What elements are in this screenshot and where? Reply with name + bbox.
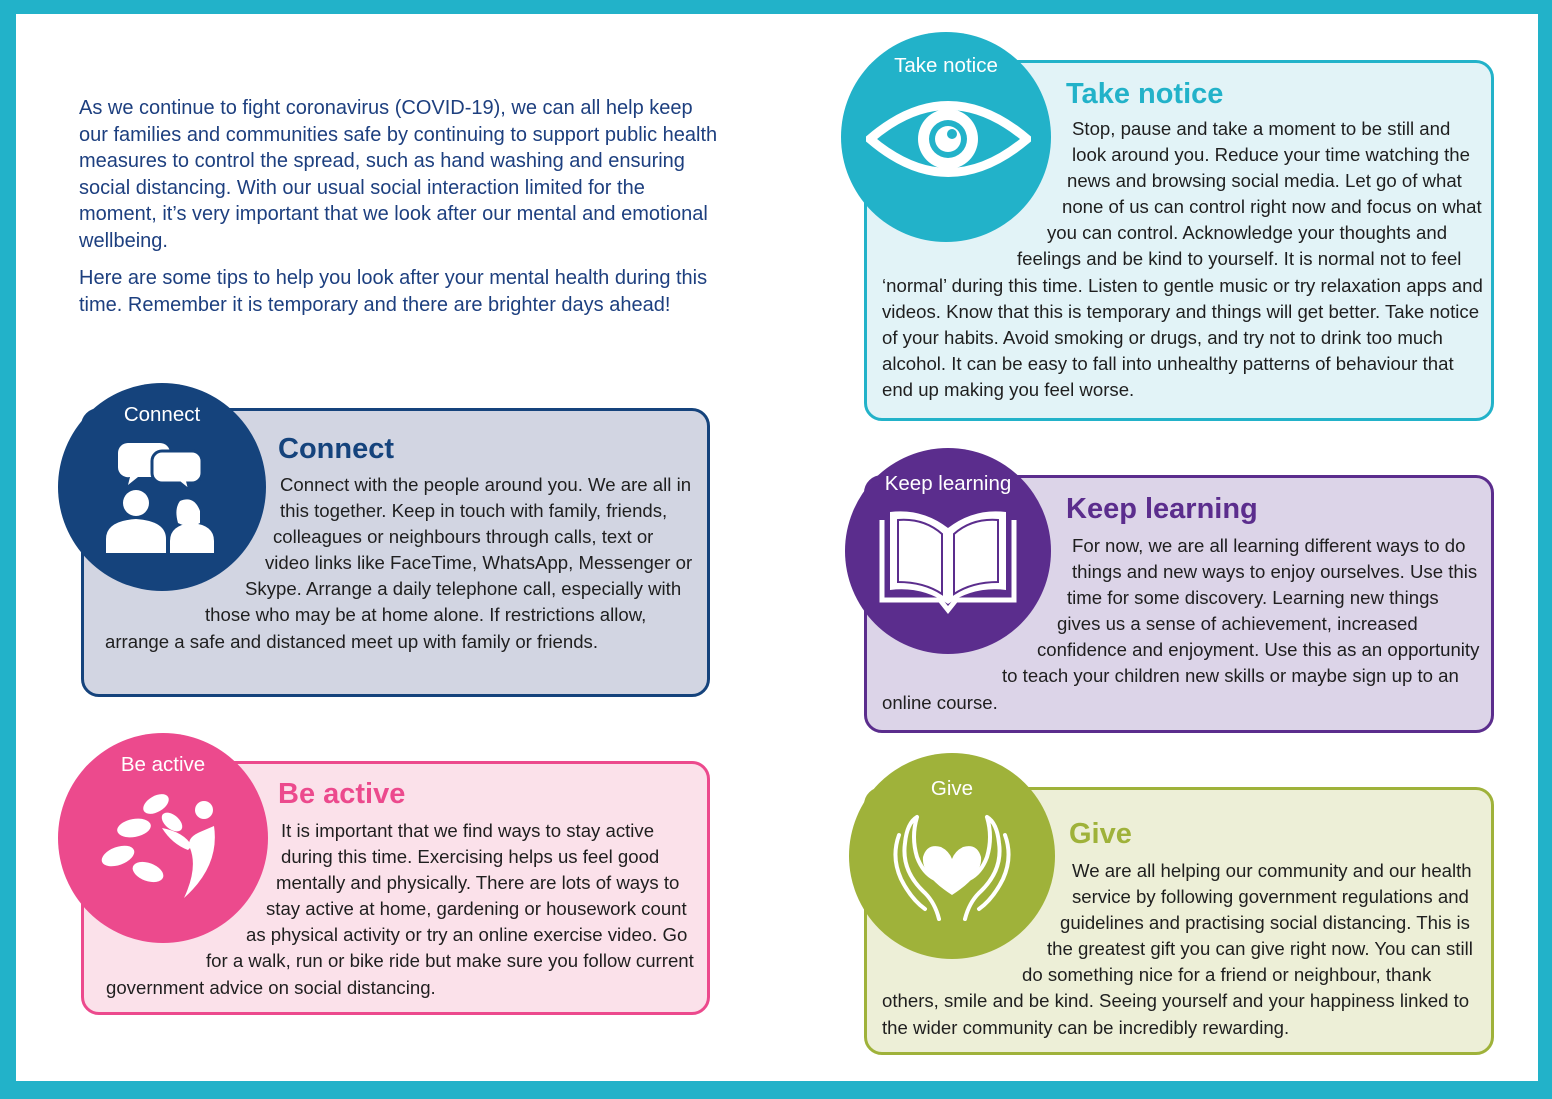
be-active-badge-label: Be active (120, 753, 206, 776)
give-badge-label: Give (930, 777, 974, 800)
intro-text (79, 95, 719, 329)
be-active-body: It is important that we find ways to stay active during this time. Exercising helps us feel good mentally and physically. There are lots of ways to stay active at home, gardening or housework count as physical activity or try an online exercise video. Go for a walk, run or bike ride but make sure you follow current government advice on social distancing. (106, 820, 694, 998)
intro-paragraph-1: As we continue to fight coronavirus (COVID-19), we can all help keep our families and communities safe by continuing to support public health measures to control the spread, such as hand washing and ensuring social distancing. With our usual social interaction limited for the moment, it’s very important that we look after our mental and emotional wellbeing. (79, 97, 718, 252)
connect-title: Connect (278, 433, 394, 465)
keep-learning-title: Keep learning (1066, 493, 1258, 525)
open-book-icon (878, 506, 1018, 614)
give-body: We are all helping our community and our health service by following government regulations and guidelines and practising social distancing. This is the greatest gift you can give right now. You can still do something nice for a friend or neighbour, thank others, smile and be kind. Seeing yourself and your happiness linked to the wider community can be incredibly rewarding. (882, 860, 1473, 1038)
take-notice-badge (841, 32, 1051, 242)
active-figure-leaves-icon (96, 788, 226, 908)
eye-icon (866, 94, 1031, 184)
give-badge (849, 753, 1055, 959)
intro-paragraph-2: Here are some tips to help you look after your mental health during this time. Remember it is temporary and there are brighter days ahead! (79, 267, 708, 316)
take-notice-body: Stop, pause and take a moment to be still and look around you. Reduce your time watching the news and browsing social media. Let go of what none of us can control right now and focus on what you can control. Acknowledge your thoughts and feelings and be kind to yourself. It is normal not to feel ‘normal’ during this time. Listen to gentle music or try relaxation apps and videos. Know that this is temporary and things will get better. Take notice of your habits. Avoid smoking or drugs, and try not to drink too much alcohol. It can be easy to fall into unhealthy patterns of behaviour that end up making you feel worse. (882, 118, 1483, 400)
be-active-badge (58, 733, 268, 943)
give-title: Give (1069, 818, 1132, 850)
take-notice-title: Take notice (1066, 78, 1224, 110)
people-chat-icon (98, 435, 228, 555)
keep-learning-badge (845, 448, 1051, 654)
connect-badge-label: Connect (123, 403, 201, 426)
connect-badge (58, 383, 266, 591)
take-notice-badge-label: Take notice (894, 54, 998, 77)
connect-body: Connect with the people around you. We are all in this together. Keep in touch with family, friends, colleagues or neighbours through calls, text or video links like FaceTime, WhatsApp, Messenger or Skype. Arrange a daily telephone call, especially with those who may be at home alone. If restrictions allow, arrange a safe and distanced meet up with family or friends. (105, 474, 693, 652)
keep-learning-badge-label: Keep learning (884, 472, 1012, 495)
keep-learning-body: For now, we are all learning different ways to do things and new ways to enjoy ourselves. Use this time for some discovery. Learning new things gives us a sense of achievement, increased confidence and enjoyment. Use this as an opportunity to teach your children new skills or maybe sign up to an online course. (882, 535, 1480, 713)
be-active-title: Be active (278, 778, 406, 810)
hands-heart-icon (887, 813, 1017, 923)
